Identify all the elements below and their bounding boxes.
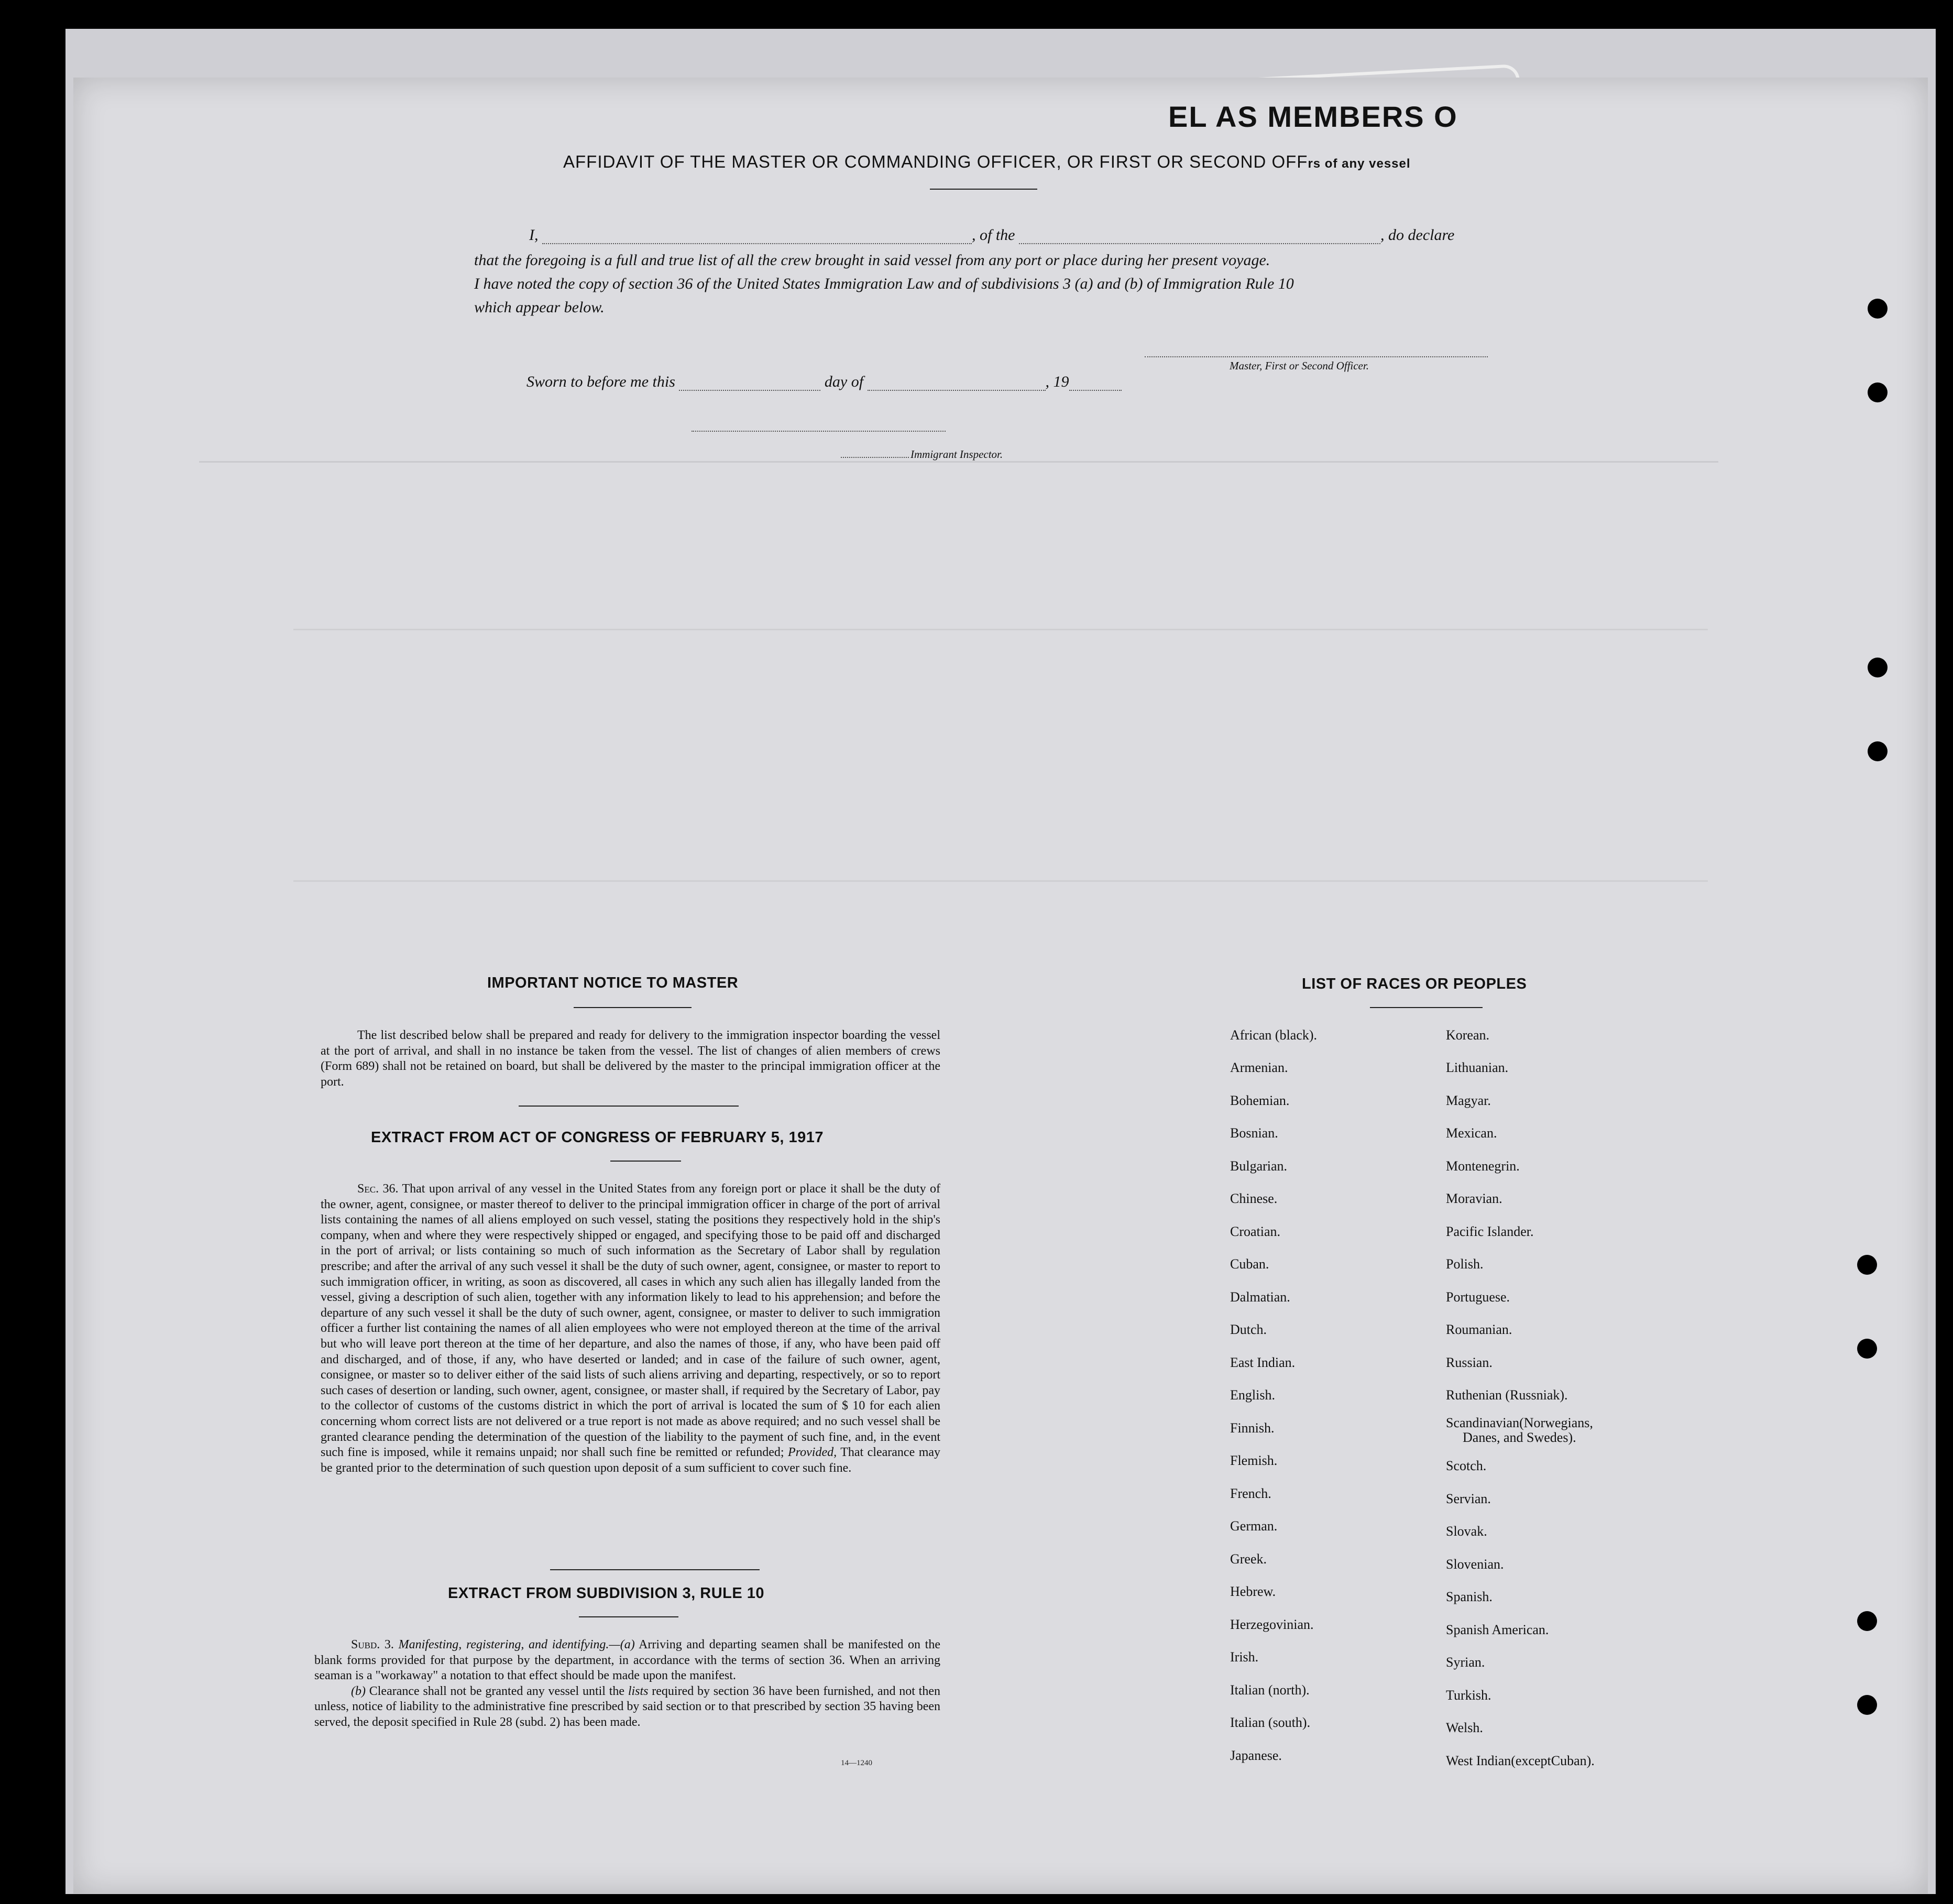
race-item: Spanish American. [1446,1622,1549,1637]
act-end-rule [550,1569,760,1570]
race-item: Russian. [1446,1355,1493,1370]
inspector-signature-line[interactable] [692,431,946,432]
binder-hole [1868,299,1888,319]
notice-rule [574,1007,692,1008]
race-item: French. [1230,1486,1271,1501]
notice-end-rule [519,1106,739,1107]
race-item: Lithuanian. [1446,1060,1509,1075]
race-item: Danes, and Swedes). [1463,1430,1576,1445]
race-item: Armenian. [1230,1060,1288,1075]
race-item: Scotch. [1446,1458,1487,1473]
race-item: Roumanian. [1446,1322,1512,1337]
race-item: African (black). [1230,1027,1318,1043]
race-item: Chinese. [1230,1191,1278,1206]
race-item: Dalmatian. [1230,1289,1290,1305]
race-item: Italian (south). [1230,1715,1311,1730]
binder-hole [1857,1611,1877,1631]
notice-heading: IMPORTANT NOTICE TO MASTER [487,975,739,991]
race-item: Montenegrin. [1446,1158,1520,1174]
race-item: Magyar. [1446,1093,1491,1108]
form-number: 14—1240 [841,1759,872,1767]
race-item: East Indian. [1230,1355,1296,1370]
binder-hole [1868,658,1888,677]
binder-hole [1868,741,1888,761]
master-label: Master, First or Second Officer. [1230,359,1369,372]
signature-line[interactable] [1145,356,1488,357]
race-item: Slovak. [1446,1524,1487,1539]
binder-hole [1857,1255,1877,1275]
race-item: Croatian. [1230,1224,1281,1239]
affidavit-line-4: which appear below. [474,299,605,316]
month-blank[interactable] [868,390,1046,391]
race-item: Syrian. [1446,1655,1485,1670]
affidavit-line-3: I have noted the copy of section 36 of the United States Immigration Law and of subdivisions 3 (a) and (b) of Immigration Rule 10 [474,275,1294,292]
act-rule [610,1161,681,1162]
binder-hole [1868,382,1888,402]
show-through-row [293,629,1708,630]
race-item: Dutch. [1230,1322,1267,1337]
binder-hole [1857,1339,1877,1359]
race-item: English. [1230,1387,1275,1403]
rule-text: Subd. 3. Manifesting, registering, and identifying.—(a) Arriving and departing seamen shall be manifested on the blank forms provided for that purpose by the department, in accordance with the terms of section 36. When an arriving seaman is a "workaway" a notation to that effect should be made upon the manifest. (b) Clearance shall not be granted any vessel until the lists required by section 36 have been furnished, and not then unless, notice of liability to the administrative fine prescribed by said section or to that prescribed by section 35 having been served, the deposit specified in Rule 28 (subd. 2) has been made. [314,1638,940,1729]
race-item: Ruthenian (Russniak). [1446,1387,1568,1403]
show-through-row [199,461,1718,463]
race-item: Mexican. [1446,1125,1497,1141]
header-fragment: EL AS MEMBERS O [1168,100,1458,133]
race-item: Servian. [1446,1491,1491,1506]
show-through-row [293,880,1708,882]
rule-heading-rule [579,1616,678,1617]
race-item: Korean. [1446,1027,1490,1043]
inspector-label: Immigrant Inspector. [910,448,1003,461]
race-item: Cuban. [1230,1256,1269,1272]
race-item: Hebrew. [1230,1584,1276,1599]
year-blank[interactable] [1069,390,1122,391]
day-blank[interactable] [679,390,820,391]
races-heading: LIST OF RACES OR PEOPLES [1302,976,1527,992]
rule-heading: EXTRACT FROM SUBDIVISION 3, RULE 10 [448,1585,765,1602]
race-item: Pacific Islander. [1446,1224,1534,1239]
vessel-blank[interactable] [1019,243,1380,244]
act-heading: EXTRACT FROM ACT OF CONGRESS OF FEBRUARY 5, 1917 [371,1129,824,1146]
sworn-line: Sworn to before me this day of , 19 [526,373,1122,391]
race-item: Bohemian. [1230,1093,1290,1108]
race-item: German. [1230,1518,1278,1534]
race-item: Portuguese. [1446,1289,1510,1305]
race-item: Finnish. [1230,1420,1275,1436]
act-text: Sec. 36. That upon arrival of any vessel in the United States from any foreign port or place it shall be the duty of the owner, agent, consignee, or master thereof to deliver to the principal immigration officer in charge of the port of arrival lists containing the names of all aliens employed on such vessel, stating the positions they respectively hold in the ship's company, when and where they were respectively shipped or engaged, and specifying those to be paid off and discharged in the port of arrival; or lists containing so much of such information as the Secretary of Labor shall by regulation prescribe; and after the arrival of any such vessel it shall be the duty of such owner, agent, consignee, or master to report to such immigration officer, in writing, as soon as discovered, all cases in which any such alien has illegally landed from the vessel, giving a description of such alien, together with any information likely to lead to his apprehension; and before the departure of any such vessel it shall be the duty of such owner, agent, consignee, or master to deliver to such immigration officer a further list containing the names of all alien employees who were not employed thereon at the time of the arrival but who will leave port thereon at the time of her departure, and also the names of those, if any, who have been paid off and discharged, and of those, if any, who have deserted or landed; and in case of the failure of such owner, agent, consignee, or master so to deliver either of the said lists of such aliens arriving and departing, respectively, or so to report such cases of desertion or landing, such owner, agent, consignee, or master shall, if required by the Secretary of Labor, pay to the collector of customs of the customs district in which the port of arrival is located the sum of $ 10 for each alien concerning whom correct lists are not delivered or a true report is not made as above required; and no such vessel shall be granted clearance pending the determination of the question of the liability to the payment of such fine, and, in the event such fine is imposed, while it remains unpaid; nor shall such fine be remitted or refunded; Provided, That clearance may be granted prior to the determination of such question upon deposit of a sum sufficient to cover such fine. [321,1182,941,1475]
title-rule [930,189,1037,190]
affidavit-line-2: that the foregoing is a full and true list of all the crew brought in said vessel from any port or place during her present voyage. [474,251,1270,269]
race-item: Spanish. [1446,1589,1493,1604]
binder-hole [1857,1695,1877,1715]
race-item: Welsh. [1446,1720,1483,1735]
race-item: Bosnian. [1230,1125,1278,1141]
race-item: Scandinavian(Norwegians, [1446,1415,1593,1430]
name-blank[interactable] [542,243,972,244]
race-item: Polish. [1446,1256,1484,1272]
race-item: West Indian(exceptCuban). [1446,1753,1595,1768]
race-item: Flemish. [1230,1453,1278,1468]
affidavit-line-1: I, , of the , do declare [529,226,1455,244]
form-sheet [73,78,1928,1894]
inspector-dash [841,457,909,458]
affidavit-title: AFFIDAVIT OF THE MASTER OR COMMANDING OFFICER, OR FIRST OR SECOND OFFrs of any vessel [563,152,1411,171]
notice-text: The list described below shall be prepared and ready for delivery to the immigration inspector boarding the vessel at the port of arrival, and shall in no instance be taken from the vessel. The list of changes of alien members of crews (Form 689) shall not be retained on board, but shall be delivered by the master to the principal immigration officer at the port. [321,1028,940,1089]
race-item: Japanese. [1230,1748,1282,1763]
race-item: Italian (north). [1230,1682,1310,1698]
race-item: Greek. [1230,1551,1267,1567]
race-item: Bulgarian. [1230,1158,1288,1174]
race-item: Herzegovinian. [1230,1617,1314,1632]
race-item: Irish. [1230,1649,1259,1665]
race-item: Turkish. [1446,1688,1491,1703]
race-item: Moravian. [1446,1191,1502,1206]
race-item: Slovenian. [1446,1557,1504,1572]
races-rule [1370,1007,1483,1008]
